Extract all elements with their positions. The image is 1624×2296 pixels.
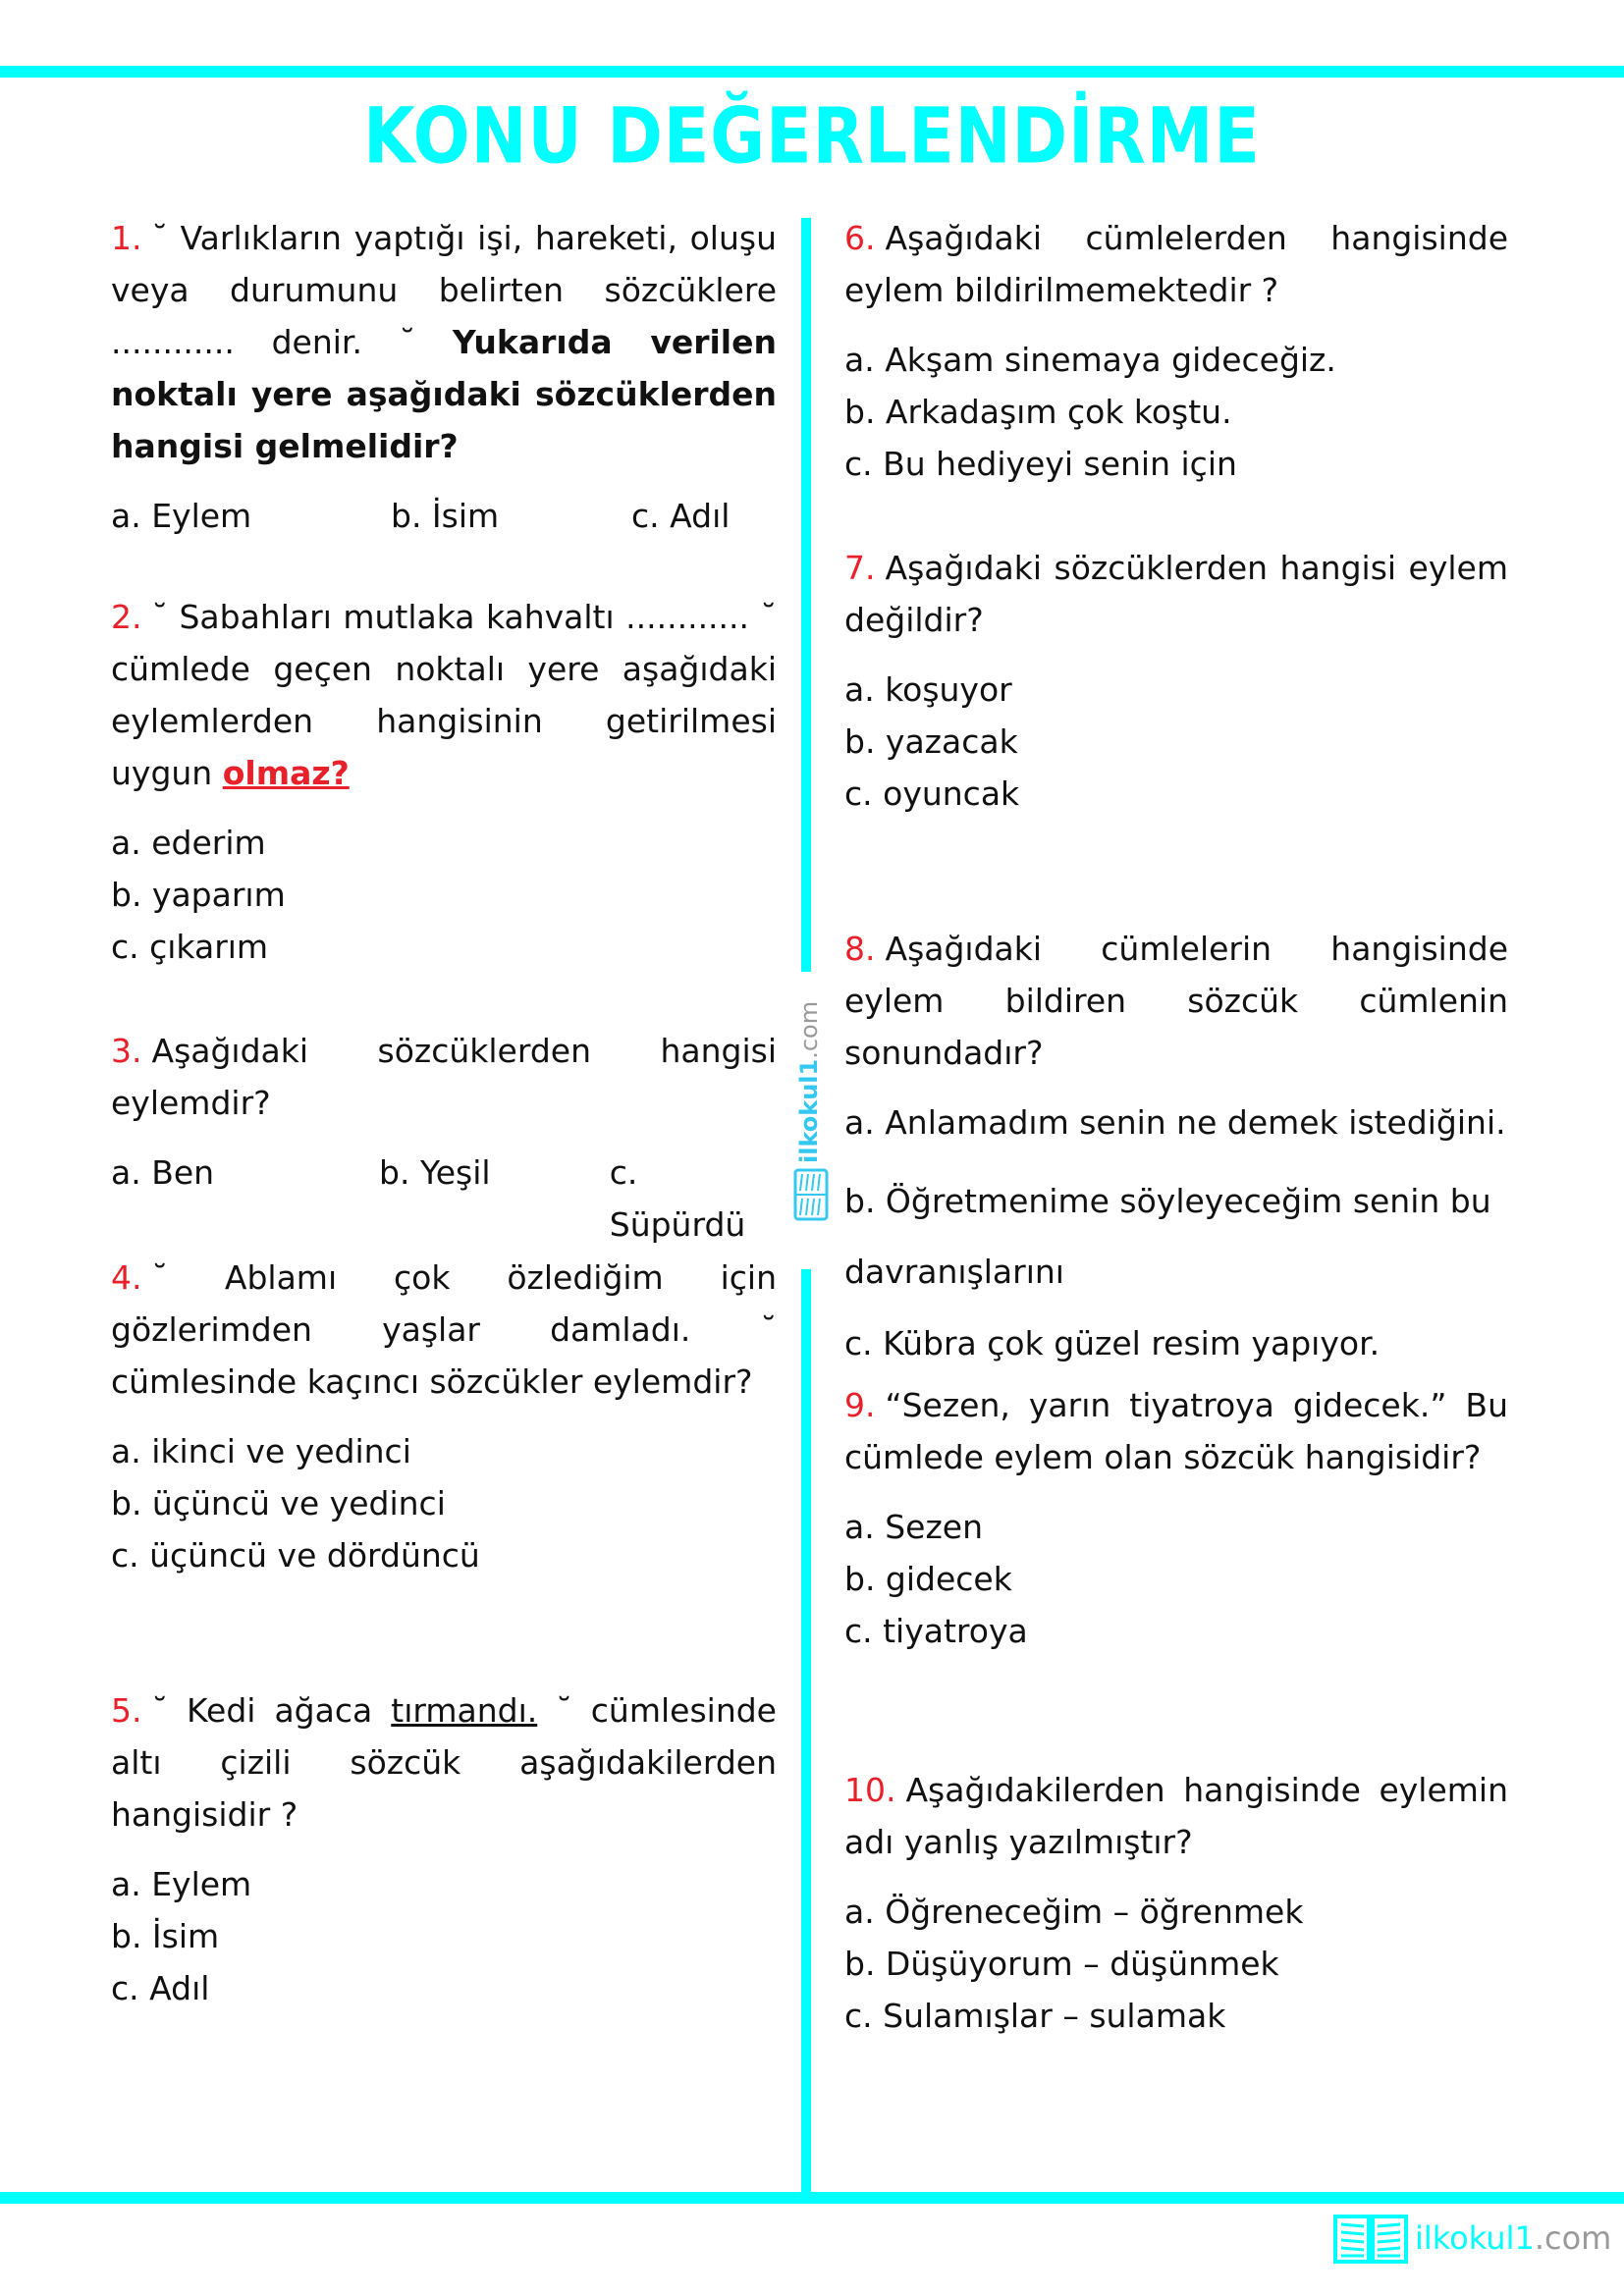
option-c[interactable]: c. Adıl (631, 497, 731, 535)
option-a[interactable]: a. Öğreneceğim – öğrenmek (844, 1893, 1304, 1931)
option-b[interactable]: b. gidecek (844, 1560, 1012, 1598)
question-number: 5. (111, 1691, 142, 1730)
logo-text: ilkokul1.com (1415, 2219, 1612, 2257)
option-a[interactable]: a. koşuyor (844, 670, 1012, 709)
question-text: Aşağıdaki cümlelerin hangisinde eylem bildiren sözcük cümlenin sonundadır? (844, 930, 1508, 1072)
answer-options (111, 490, 777, 542)
watermark-text: ilkokul1.com (795, 1000, 823, 1163)
question-number: 10. (844, 1771, 896, 1809)
option-a[interactable]: a. Eylem (111, 497, 252, 535)
option-c[interactable]: c. tiyatroya (844, 1612, 1028, 1650)
question-text: Aşağıdakilerden hangisinde eylemin adı yanlış yazılmıştır? (844, 1771, 1508, 1861)
page-title: KONU DEĞERLENDİRME (363, 92, 1261, 182)
option-c[interactable]: c. Sulamışlar – sulamak (844, 1997, 1226, 2035)
bottom-accent-bar (0, 2192, 1624, 2204)
question-number: 2. (111, 598, 142, 636)
question-number: 7. (844, 549, 876, 587)
option-b[interactable]: b. İsim (391, 497, 500, 535)
option-c[interactable]: c. oyuncak (844, 774, 1020, 813)
option-c[interactable]: c. çıkarım (111, 928, 269, 966)
option-b[interactable]: b. Öğretmenime söyleyeceğim senin bu davranışlarını (844, 1182, 1491, 1291)
question-text: “Sezen, yarın tiyatroya gidecek.” Bu cümlede eylem olan sözcük hangisidir? (844, 1386, 1508, 1476)
question-1 (111, 212, 777, 542)
question-3 (111, 1025, 777, 1251)
option-a[interactable]: a. Eylem (111, 1865, 252, 1903)
option-a[interactable]: a. Ben (111, 1153, 215, 1192)
option-b[interactable]: b. Düşüyorum – düşünmek (844, 1945, 1279, 1983)
option-a[interactable]: a. Anlamadım senin ne demek istediğini. (844, 1103, 1506, 1142)
question-text: Aşağıdaki cümlelerden hangisinde eylem bildirilmemektedir ? (844, 219, 1508, 309)
option-a[interactable]: a. Sezen (844, 1508, 983, 1546)
question-2 (111, 591, 777, 973)
question-text: Aşağıdaki sözcüklerden hangisi eylemdir? (111, 1032, 777, 1122)
option-b[interactable]: b. yazacak (844, 722, 1018, 761)
footer-logo (1332, 2209, 1611, 2268)
question-text-rest: ˘ cümlesinde altı çizili sözcük aşağıdakilerden hangisidir ? (111, 1691, 777, 1834)
option-b[interactable]: b. yaparım (111, 876, 286, 914)
question-number: 9. (844, 1386, 876, 1424)
question-text: ˘ Varlıkların yaptığı işi, hareketi, oluşu veya durumunu belirten sözcüklere ............ denir. ˘ (111, 219, 777, 361)
option-a[interactable]: a. ederim (111, 824, 266, 862)
question-text: ˘ Ablamı çok özlediğim için gözlerimden yaşlar damladı. ˘ cümlesinde kaçıncı sözcükler eylemdir? (111, 1258, 777, 1401)
question-number: 8. (844, 930, 876, 968)
question-text: Aşağıdaki sözcüklerden hangisi eylem değildir? (844, 549, 1508, 639)
option-b[interactable]: b. İsim (111, 1917, 220, 1955)
question-8 (844, 923, 1508, 1369)
option-b[interactable]: b. üçüncü ve yedinci (111, 1484, 446, 1522)
option-c[interactable]: c. Bu hediyeyi senin için (844, 445, 1237, 483)
option-b[interactable]: b. Arkadaşım çok koştu. (844, 393, 1232, 431)
question-number: 3. (111, 1032, 142, 1070)
question-9 (844, 1379, 1508, 1657)
answer-options (111, 1147, 777, 1251)
open-book-icon (793, 1168, 829, 1221)
option-c[interactable]: c. Kübra çok güzel resim yapıyor. (844, 1324, 1380, 1362)
open-book-icon (1332, 2211, 1409, 2266)
option-b[interactable]: b. Yeşil (379, 1153, 491, 1192)
question-number: 6. (844, 219, 876, 257)
column-divider-lower (801, 1269, 811, 2199)
question-4 (111, 1252, 777, 1581)
underlined-word: tırmandı. (391, 1691, 538, 1730)
option-c[interactable]: c. Süpürdü (609, 1153, 746, 1244)
negative-emphasis: olmaz? (222, 754, 350, 792)
question-7 (844, 542, 1508, 820)
option-a[interactable]: a. Akşam sinemaya gideceğiz. (844, 341, 1336, 379)
question-number: 1. (111, 219, 142, 257)
question-text: ˘ Kedi ağaca (151, 1691, 392, 1730)
top-accent-bar (0, 66, 1624, 78)
question-text: ˘ Sabahları mutlaka kahvaltı ............ ˘ cümlede geçen noktalı yere aşağıdaki eylemlerden hangisinin getirilmesi uygun (111, 598, 777, 792)
side-watermark (785, 1000, 825, 1222)
option-c[interactable]: c. Adıl (111, 1969, 210, 2007)
option-c[interactable]: c. üçüncü ve dördüncü (111, 1536, 480, 1575)
column-divider-upper (801, 218, 811, 972)
question-number: 4. (111, 1258, 142, 1297)
question-6 (844, 212, 1508, 490)
question-10 (844, 1764, 1508, 2042)
question-prompt: Yukarıda verilen noktalı yere aşağıdaki sözcüklerden hangisi gelmelidir? (111, 323, 777, 465)
option-a[interactable]: a. ikinci ve yedinci (111, 1432, 411, 1470)
question-5 (111, 1684, 777, 2014)
